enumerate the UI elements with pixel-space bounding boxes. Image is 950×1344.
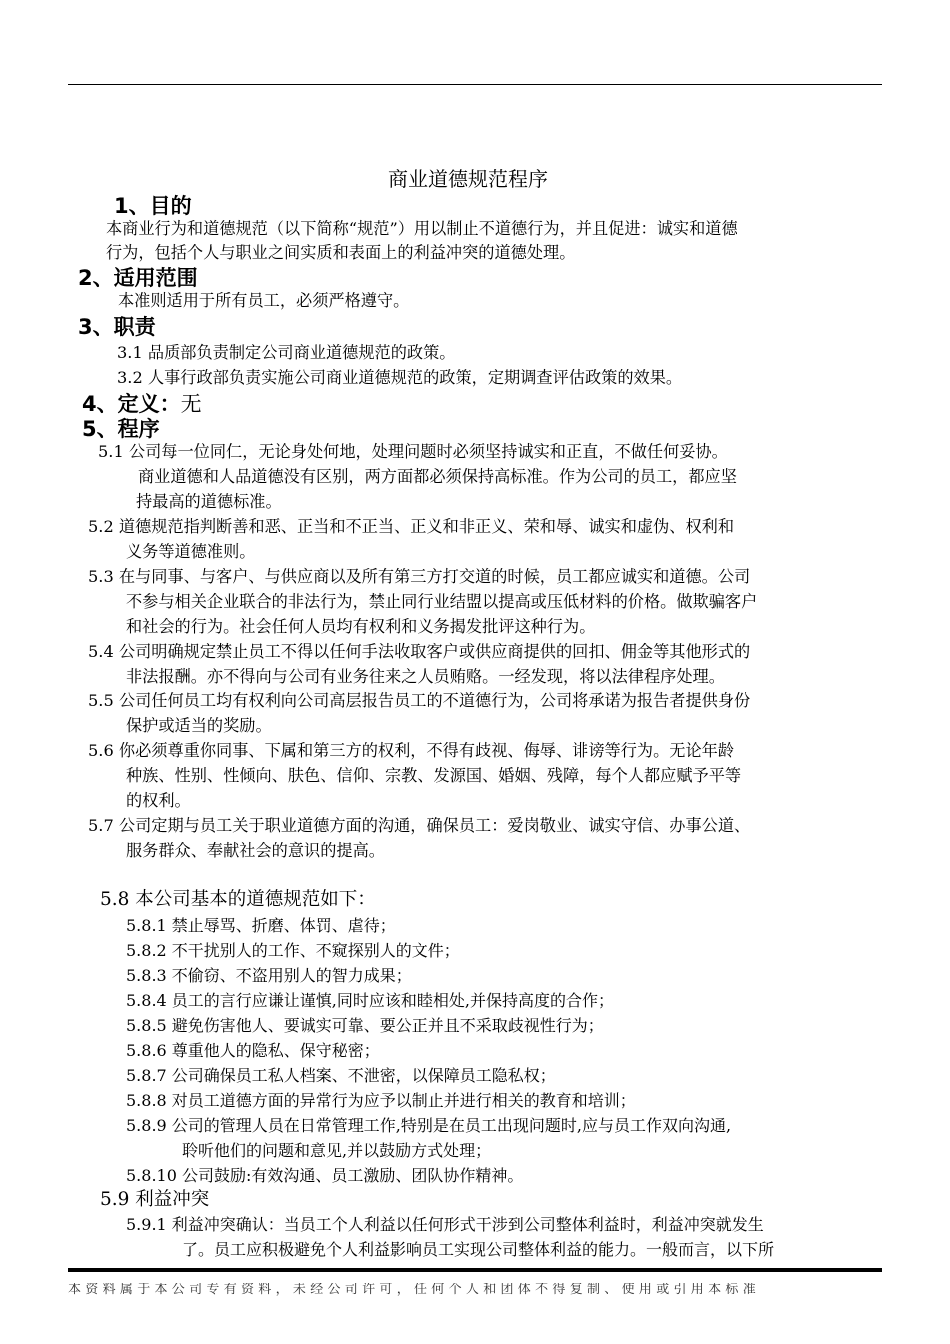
list-item: 5.8.2 不干扰别人的工作、不窥探别人的文件； bbox=[126, 941, 460, 960]
item-line: 保护或适当的奖励。 bbox=[126, 716, 272, 735]
item-line: 持最高的道德标准。 bbox=[136, 492, 282, 511]
list-item: 5.8.5 避免伤害他人、要诚实可靠、要公正并且不采取歧视性行为； bbox=[126, 1016, 604, 1035]
section-1-line: 本商业行为和道德规范（以下简称“规范”）用以制止不道德行为，并且促进：诚实和道德 bbox=[106, 219, 738, 238]
item-line: 不参与相关企业联合的非法行为，禁止同行业结盟以提高或压低材料的价格。做欺骗客户 bbox=[126, 592, 758, 611]
list-item: 5.8.6 尊重他人的隐私、保守秘密； bbox=[126, 1041, 380, 1060]
section-1-line: 行为，包括个人与职业之间实质和表面上的利益冲突的道德处理。 bbox=[106, 243, 576, 262]
item-line: 5.1 公司每一位同仁，无论身处何地，处理问题时必须坚持诚实和正直，不做任何妥协。 bbox=[98, 442, 728, 461]
item-line: 5.3 在与同事、与客户、与供应商以及所有第三方打交道的时候，员工都应诚实和道德。公司 bbox=[88, 567, 751, 586]
section-5-heading: 5、程序 bbox=[82, 417, 160, 441]
list-item: 5.8.8 对员工道德方面的异常行为应予以制止并进行相关的教育和培训； bbox=[126, 1091, 636, 1110]
list-item: 5.8.3 不偷窃、不盗用别人的智力成果； bbox=[126, 966, 412, 985]
footer-notice: 本资料属于本公司专有资料，未经公司许可，任何个人和团体不得复制、使用或引用本标准 bbox=[68, 1283, 761, 1296]
section-1-heading: 1、目的 bbox=[114, 194, 192, 218]
list-item: 了。员工应积极避免个人利益影响员工实现公司整体利益的能力。一般而言，以下所 bbox=[182, 1240, 775, 1259]
list-item: 5.9.1 利益冲突确认：当员工个人利益以任何形式干涉到公司整体利益时，利益冲突就发生 bbox=[126, 1215, 764, 1234]
section-3-line: 3.2 人事行政部负责实施公司商业道德规范的政策，定期调查评估政策的效果。 bbox=[117, 368, 683, 387]
list-item: 聆听他们的问题和意见,并以鼓励方式处理； bbox=[182, 1141, 492, 1160]
footer-rule bbox=[68, 1268, 882, 1272]
section-2-line: 本准则适用于所有员工，必须严格遵守。 bbox=[118, 291, 410, 310]
item-line: 5.2 道德规范指判断善和恶、正当和不正当、正义和非正义、荣和辱、诚实和虚伪、权利和 bbox=[88, 517, 735, 536]
list-item: 5.8.1 禁止辱骂、折磨、体罚、虐待； bbox=[126, 916, 396, 935]
list-item: 5.8.9 公司的管理人员在日常管理工作,特别是在员工出现问题时,应与员工作双向沟通, bbox=[126, 1116, 732, 1135]
item-line: 非法报酬。亦不得向与公司有业务往来之人员贿赂。一经发现，将以法律程序处理。 bbox=[126, 667, 725, 686]
subsection-5-8-heading: 5.8 本公司基本的道德规范如下： bbox=[100, 889, 376, 910]
item-line: 服务群众、奉献社会的意识的提高。 bbox=[126, 841, 385, 860]
item-line: 5.5 公司任何员工均有权利向公司高层报告员工的不道德行为，公司将承诺为报告者提供身份 bbox=[88, 691, 751, 710]
item-line: 5.4 公司明确规定禁止员工不得以任何手法收取客户或供应商提供的回扣、佣金等其他形式的 bbox=[88, 642, 751, 661]
item-line: 和社会的行为。社会任何人员均有权利和义务揭发批评这种行为。 bbox=[126, 617, 596, 636]
section-4-heading: 4、定义：无 bbox=[82, 392, 202, 416]
list-item: 5.8.10 公司鼓励:有效沟通、员工激励、团队协作精神。 bbox=[126, 1166, 524, 1185]
item-line: 商业道德和人品道德没有区别，两方面都必须保持高标准。作为公司的员工，都应坚 bbox=[138, 467, 737, 486]
document-title: 商业道德规范程序 bbox=[388, 167, 548, 191]
item-line: 种族、性别、性倾向、肤色、信仰、宗教、发源国、婚姻、残障，每个人都应赋予平等 bbox=[126, 766, 742, 785]
list-item: 5.8.4 员工的言行应谦让谨慎,同时应该和睦相处,并保持高度的合作； bbox=[126, 991, 614, 1010]
item-line: 的权利。 bbox=[126, 791, 191, 810]
item-line: 5.6 你必须尊重你同事、下属和第三方的权利，不得有歧视、侮辱、诽谤等行为。无论年龄 bbox=[88, 741, 735, 760]
section-3-heading: 3、职责 bbox=[78, 315, 156, 339]
section-2-heading: 2、适用范围 bbox=[78, 266, 198, 290]
item-line: 5.7 公司定期与员工关于职业道德方面的沟通，确保员工：爱岗敬业、诚实守信、办事公道、 bbox=[88, 816, 751, 835]
subsection-5-9-heading: 5.9 利益冲突 bbox=[100, 1189, 210, 1210]
header-rule bbox=[68, 84, 882, 85]
section-3-line: 3.1 品质部负责制定公司商业道德规范的政策。 bbox=[117, 343, 456, 362]
section-4-value: 无 bbox=[180, 392, 202, 416]
item-line: 义务等道德准则。 bbox=[126, 542, 256, 561]
list-item: 5.8.7 公司确保员工私人档案、不泄密，以保障员工隐私权； bbox=[126, 1066, 556, 1085]
